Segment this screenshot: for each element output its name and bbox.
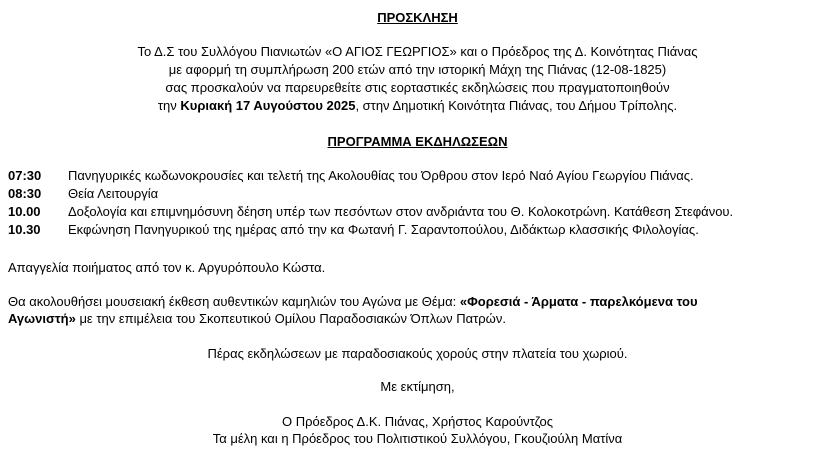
program-item-time: 10.30	[8, 222, 41, 237]
regards-text: Με εκτίμηση,	[380, 379, 455, 394]
program-item	[8, 221, 699, 238]
exhibition-line-1-pre: Θα ακολουθήσει μουσειακή έκθεση αυθεντικών καμηλιών του Αγώνα με Θέμα:	[8, 294, 460, 309]
program-item	[8, 167, 694, 184]
signature-line-2: Τα μέλη και η Πρόεδρος του Πολιτιστικού Συλλόγου, Γκουζιούλη Ματίνα	[212, 431, 623, 446]
program-item-text: Εκφώνηση Πανηγυρικού της ημέρας από την κα Φωτανή Γ. Σαραντοπούλου, Διδάκτωρ κλασσικής Φιλολογίας.	[68, 222, 699, 237]
invitation-line-3: σας προσκαλούν να παρευρεθείτε στις εορταστικές εκδηλώσεις που πραγματοποιηθούν	[165, 80, 670, 95]
exhibition-theme: «Φορεσιά - Άρματα - παρελκόμενα του	[459, 294, 698, 309]
exhibition-line-2	[8, 310, 506, 327]
invitation-line-4	[0, 97, 835, 114]
invitation-line-4-pre: την	[157, 98, 181, 113]
exhibition-line-2-post: με την επιμέλεια του Σκοπευτικού Ομίλου Παραδοσιακών Όπλων Πατρών.	[75, 311, 506, 326]
invitation-title: ΠΡΟΣΚΛΗΣΗ	[377, 10, 458, 25]
event-date: Κυριακή 17 Αυγούστου 2025	[180, 98, 356, 113]
recital-text: Απαγγελία ποιήματος από τον κ. Αργυρόπουλο Κώστα.	[8, 260, 326, 275]
invitation-line-4-post: , στην Δημοτική Κοινότητα Πιάνας, του Δήμου Τρίπολης.	[355, 98, 678, 113]
closing-text: Πέρας εκδηλώσεων με παραδοσιακούς χορούς στην πλατεία του χωριού.	[207, 346, 628, 361]
invitation-line-1: Το Δ.Σ του Συλλόγου Πιανιωτών «Ο ΑΓΙΟΣ ΓΕΩΡΓΙΟΣ» και ο Πρόεδρος της Δ. Κοινότητας Πιάνας	[137, 44, 698, 59]
program-title: ΠΡΟΓΡΑΜΜΑ ΕΚΔΗΛΩΣΕΩΝ	[327, 134, 508, 149]
signature-line-1: Ο Πρόεδρος Δ.Κ. Πιάνας, Χρήστος Καρούντζος	[282, 414, 553, 429]
program-item	[8, 203, 733, 220]
program-item-text: Θεία Λειτουργία	[68, 186, 159, 201]
program-item-time: 10.00	[8, 204, 41, 219]
exhibition-line-1	[8, 293, 698, 310]
program-item	[8, 185, 158, 202]
program-item-text: Δοξολογία και επιμνημόσυνη δέηση υπέρ των πεσόντων στον ανδριάντα του Θ. Κολοκοτρώνη. Κατάθεση Στεφάνου.	[68, 204, 734, 219]
invitation-line-2: με αφορμή τη συμπλήρωση 200 ετών από την ιστορική Μάχη της Πιάνας (12-08-1825)	[168, 62, 667, 77]
program-item-time: 08:30	[8, 186, 42, 201]
program-item-time: 07:30	[8, 168, 42, 183]
exhibition-theme-end: Αγωνιστή»	[8, 311, 76, 326]
program-item-text: Πανηγυρικές κωδωνοκρουσίες και τελετή της Ακολουθίας του Όρθρου στον Ιερό Ναό Αγίου Γεωργίου Πιάνας.	[68, 168, 694, 183]
